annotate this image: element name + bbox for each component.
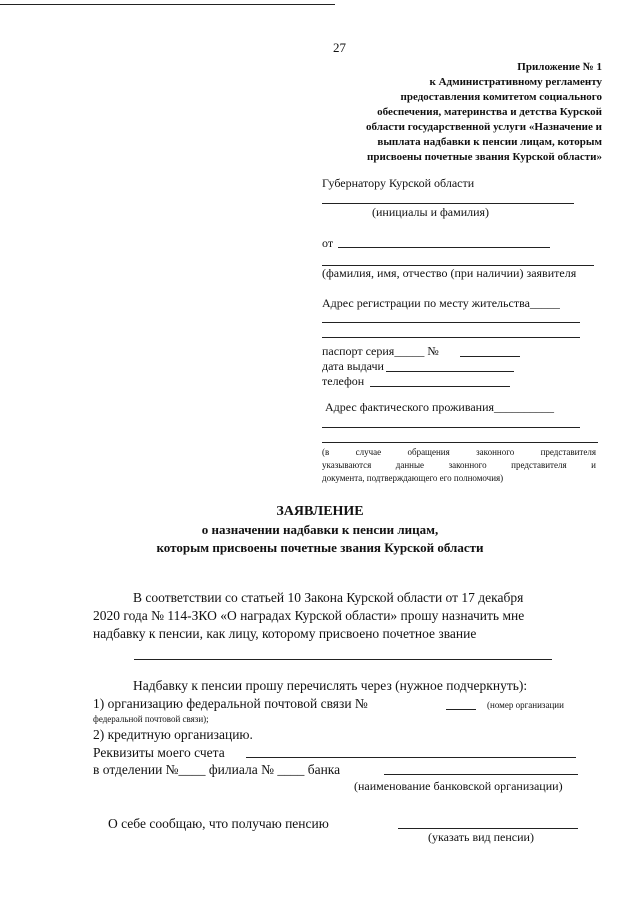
passport-number-line[interactable] [460,356,520,357]
initials-caption: (инициалы и фамилия) [372,205,490,219]
appendix-line: присвоены почетные звания Курской области» [367,151,602,163]
pension-label: О себе сообщаю, что получаю пенсию [108,816,329,831]
appendix-line: Приложение № 1 [517,61,602,73]
branch-label: в отделении №____ филиала № ____ банка [93,762,341,777]
passport-series-label: паспорт серия_____ № [322,344,439,358]
option-postal[interactable]: 1) организацию федеральной почтовой связи № [93,696,368,711]
actual-address-label: Адрес фактического проживания__________ [325,400,555,414]
representative-line[interactable] [322,442,598,443]
from-label: от [322,236,334,250]
option-credit[interactable]: 2) кредитную организацию. [93,727,253,742]
issue-date-label: дата выдачи [322,359,384,373]
pension-line[interactable] [398,828,578,829]
account-label: Реквизиты моего счета [93,745,225,760]
reg-address-line-2[interactable] [322,337,580,338]
issue-date-line[interactable] [386,371,514,372]
appendix-line: выплата надбавки к пенсии лицам, которым [377,136,602,148]
postal-number-note-2: федеральной почтовой связи); [93,714,209,724]
from-line[interactable] [338,247,550,248]
document-subtitle-2: которым присвоены почетные звания Курской области [156,540,484,555]
honorary-title-line[interactable] [134,659,552,660]
pension-caption: (указать вид пенсии) [428,830,534,844]
addressee: Губернатору Курской области [322,176,475,190]
appendix-line: предоставления комитетом социального [400,91,602,103]
appendix-line: области государственной услуги «Назначение и [366,121,602,133]
initials-line[interactable] [322,203,574,204]
fio-caption: (фамилия, имя, отчество (при наличии) заявителя [322,266,577,280]
top-rule [0,4,335,5]
body-p1-line1: В соответствии со статьей 10 Закона Курской области от 17 декабря [133,590,524,605]
phone-line[interactable] [370,386,510,387]
page-number: 27 [333,40,346,55]
appendix-line: обеспечения, материнства и детства Курской [377,106,602,118]
document-title: ЗАЯВЛЕНИЕ [276,504,364,519]
postal-number-note: (номер организации [487,700,564,710]
reg-address-label: Адрес регистрации по месту жительства_____ [322,296,560,310]
reg-address-line-1[interactable] [322,322,580,323]
phone-label: телефон [322,374,365,388]
actual-address-line[interactable] [322,427,580,428]
appendix-header [302,60,602,165]
bank-caption: (наименование банковской организации) [354,779,563,793]
representative-note: (в случае обращения законного представителя указываются данные законного представителя и документа, подтверждающего его полномочия) [322,447,596,483]
body-p1-line3: надбавку к пенсии, как лицу, которому присвоено почетное звание [93,626,477,641]
body-p1-line2: 2020 года № 114-ЗКО «О наградах Курской области» прошу назначить мне [93,608,525,623]
bank-line[interactable] [384,774,578,775]
appendix-line: к Административному регламенту [429,76,602,88]
account-line[interactable] [246,757,576,758]
document-subtitle-1: о назначении надбавки к пенсии лицам, [201,522,439,537]
body-p2-line1: Надбавку к пенсии прошу перечислять через (нужное подчеркнуть): [133,678,528,693]
postal-number-line[interactable] [446,709,476,710]
